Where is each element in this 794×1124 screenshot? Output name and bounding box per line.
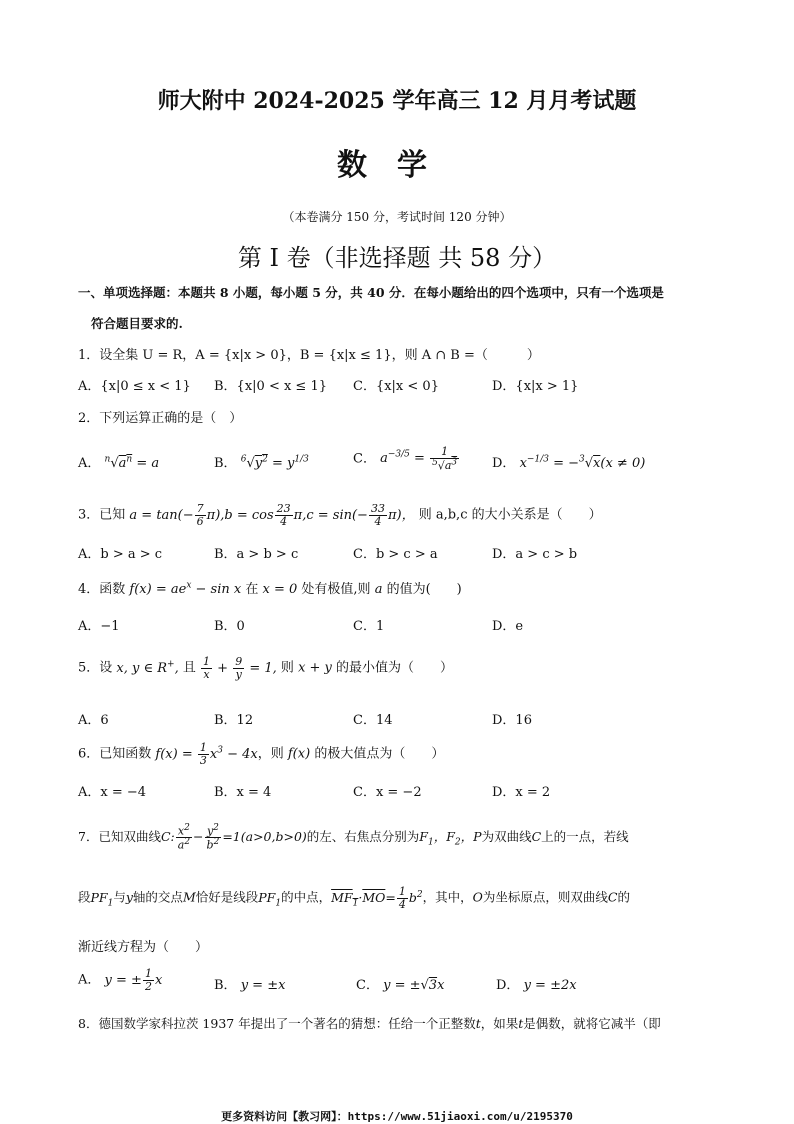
footer-link[interactable]: 更多资料访问【教习网】：https://www.51jiaoxi.com/u/2195370 xyxy=(221,1110,573,1123)
q4-option-b: B．0 xyxy=(214,619,245,634)
q6-fx: f(x) xyxy=(287,746,311,762)
q7-option-d xyxy=(496,974,577,993)
q6-post: ，则 xyxy=(257,746,284,762)
q4-pre: 4．函数 xyxy=(78,582,126,597)
q7-foci: $F_1$，$F_2$，P xyxy=(419,829,482,848)
q5-cond: $\frac{1}{x}$ + $\frac{9}{y}$ = 1, xyxy=(203,655,277,681)
q5-pre: 5．设 xyxy=(78,660,113,676)
q4-mid: 在 xyxy=(245,582,259,597)
exam-note: （本卷满分 150 分，考试时间 120 分钟） xyxy=(282,210,512,224)
q1-option-d: D．{x|x > 1} xyxy=(492,379,579,394)
q1-option-b: B．{x|0 < x ≤ 1} xyxy=(214,379,327,394)
q2-option-d-expr: $x^{-1/3} = -^3√x(x \ne 0)$ xyxy=(519,454,646,471)
q7-o: O xyxy=(472,889,483,905)
q2-option-b-label: B． xyxy=(214,456,237,471)
q3-option-b: B．a > b > c xyxy=(214,547,299,562)
question-7-line-3: 渐近线方程为（ ） xyxy=(78,940,209,955)
q7-option-a xyxy=(78,968,162,992)
question-4-stem xyxy=(78,578,462,597)
q7-hyperbola: C: $\frac{x^2}{a^2}$ − $\frac{y^2}{b^2}$ =1(a>0,b>0) xyxy=(160,823,307,852)
question-6-stem xyxy=(78,742,444,766)
q2-option-b xyxy=(214,452,309,471)
q6-option-c: C．x = −2 xyxy=(353,785,422,800)
q2-option-c-label: C． xyxy=(353,451,376,467)
q8-stem: 8．德国数学家科拉茨 1937 年提出了一个著名的猜想：任给一个正整数 xyxy=(78,1016,476,1031)
q5-post: 则 xyxy=(280,660,294,676)
q4-post: 处有极值,则 xyxy=(301,582,371,597)
q7-l2d: 恰好是线段 xyxy=(195,889,259,905)
q6-option-a: A．x = −4 xyxy=(78,785,147,800)
q2-option-a xyxy=(78,452,159,471)
q2-option-a-label: A． xyxy=(78,456,101,471)
q7-l2a: 段 xyxy=(78,889,91,905)
q7-l1b: 为双曲线 xyxy=(481,829,532,845)
section-heading: 一、单项选择题：本题共 8 小题，每小题 5 分，共 40 分．在每小题给出的四个选项中，只有一个选项是 xyxy=(78,285,664,300)
q7-option-b xyxy=(214,974,285,993)
part-title: 第 I 卷（非选择题 共 58 分） xyxy=(237,244,557,272)
q7-l1: 的左、右焦点分别为 xyxy=(306,829,420,845)
q7-l2h: 的 xyxy=(617,889,630,905)
q3-option-c: C．b > c > a xyxy=(353,547,438,562)
q7-l2f: ，其中， xyxy=(422,889,473,905)
q8-t2: t xyxy=(518,1016,524,1031)
q7-l1c: 上的一点，若线 xyxy=(541,829,629,845)
q7-l2e: 的中点， xyxy=(281,889,332,905)
question-8-stem xyxy=(78,1014,661,1032)
q2-option-a-expr: $^n√a^n = a$ xyxy=(104,454,160,471)
q7-option-a-label: A． xyxy=(78,972,101,988)
question-5-stem xyxy=(78,656,453,680)
q7-y: y xyxy=(125,889,133,905)
question-7-line-2 xyxy=(78,886,630,910)
q8-post: 是偶数，就将它减半（即 xyxy=(523,1016,661,1031)
q6-option-d: D．x = 2 xyxy=(492,785,551,800)
section-heading-cont: 符合题目要求的. xyxy=(91,316,183,331)
q4-option-c: C．1 xyxy=(353,619,385,634)
q6-option-b: B．x = 4 xyxy=(214,785,272,800)
q5-post2: 的最小值为（ ） xyxy=(336,660,454,676)
q7-option-b-expr: y = ±x xyxy=(240,978,286,993)
q7-l2b: 与 xyxy=(113,889,126,905)
q8-t1: t xyxy=(475,1016,481,1031)
q1-option-c: C．{x|x < 0} xyxy=(353,379,439,394)
question-3-stem xyxy=(78,503,602,527)
q5-domain: x, y ∈ R+, xyxy=(116,659,179,676)
q3-pre: 3．已知 xyxy=(78,507,126,523)
q7-option-c-expr: y = ±√3x xyxy=(383,978,445,993)
q7-option-a-expr: y = ± $\frac{1}{2}$ x xyxy=(104,967,163,993)
q4-option-d: D．e xyxy=(492,619,524,634)
q7-l2g: 为坐标原点，则双曲线 xyxy=(482,889,608,905)
q2-option-b-expr: $^6√y^2 = y^{1/3}$ xyxy=(240,454,309,471)
q7-c2: C xyxy=(607,889,618,905)
question-2-stem: 2．下列运算正确的是（ ） xyxy=(78,411,243,426)
q5-option-a: A．6 xyxy=(78,713,109,728)
q4-option-a: A．−1 xyxy=(78,619,120,634)
question-1-stem: 1．设全集 U = R，A = {x|x > 0}，B = {x|x ≤ 1}，则 A ∩ B =（ ） xyxy=(78,348,540,363)
q2-option-d xyxy=(492,452,645,471)
q7-option-c xyxy=(356,974,444,993)
q5-mid: 且 xyxy=(182,660,196,676)
q5-option-b: B．12 xyxy=(214,713,254,728)
q4-post2: 的值为( ) xyxy=(386,582,462,597)
q7-pre: 7．已知双曲线 xyxy=(78,829,161,845)
q7-pf1b: $PF_1$ xyxy=(258,889,282,909)
q5-option-c: C．14 xyxy=(353,713,393,728)
question-7-line-1 xyxy=(78,824,629,851)
q4-func: $f(x) = ae^x - \sin x$ xyxy=(129,580,242,597)
q2-option-c-expr: $a^{-3/5}$ = $\frac{1}{^5√a^3}$ xyxy=(380,445,458,473)
q3-option-a: A．b > a > c xyxy=(78,547,163,562)
q2-option-d-label: D． xyxy=(492,456,516,471)
q7-m: M xyxy=(182,889,196,905)
subject-title: 数学 xyxy=(337,148,457,183)
q4-point: x = 0 xyxy=(262,582,298,597)
q7-vec: $MF_1\cdot\overline{MO}=$ $\frac{1}{4}$ $b^2$ xyxy=(331,885,423,911)
q5-option-d: D．16 xyxy=(492,713,532,728)
q7-c1: C xyxy=(531,829,542,845)
q7-pf1: $PF_1$ xyxy=(90,889,114,909)
q1-option-a: A．{x|0 ≤ x < 1} xyxy=(78,379,191,394)
q7-option-b-label: B． xyxy=(214,978,237,993)
q6-post2: 的极大值点为（ ） xyxy=(314,746,445,762)
q6-pre: 6．已知函数 xyxy=(78,746,152,762)
q7-option-d-expr: y = ±2x xyxy=(523,978,577,993)
q2-option-c xyxy=(353,446,460,472)
q6-func: f(x) = $\frac{1}{3}$ $x^3 - 4x$ xyxy=(155,741,258,767)
q8-mid: ，如果 xyxy=(480,1016,519,1031)
q5-target: x + y xyxy=(298,660,332,676)
q7-l2c: 轴的交点 xyxy=(132,889,183,905)
exam-title: 师大附中 2024-2025 学年高三 12 月月考试题 xyxy=(157,88,637,114)
q4-param: a xyxy=(374,582,383,597)
q7-option-c-label: C． xyxy=(356,978,379,993)
q3-post: 则 a,b,c 的大小关系是（ ） xyxy=(418,507,602,523)
q3-expr: a = tan(− $\frac{7}{6}$ π),b = cos $\frac{23}{4}$ π,c = sin(− $\frac{33}{4}$ π)， xyxy=(129,502,415,528)
q3-option-d: D．a > c > b xyxy=(492,547,578,562)
q7-option-d-label: D． xyxy=(496,978,520,993)
